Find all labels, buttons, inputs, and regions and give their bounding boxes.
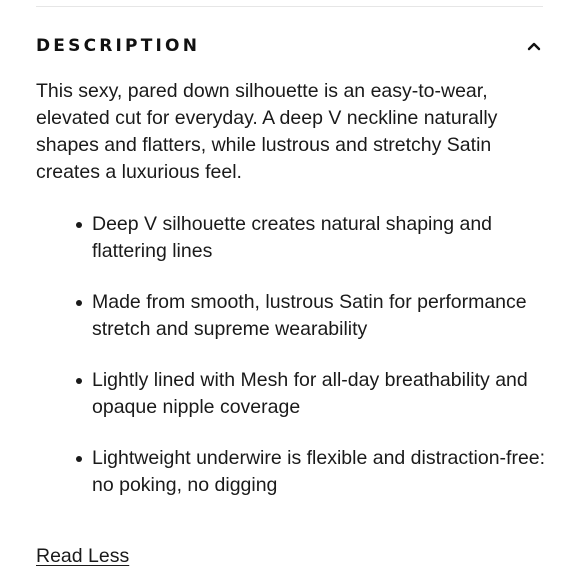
feature-list <box>36 211 549 523</box>
feature-text: Deep V silhouette creates natural shaping and flattering lines <box>92 213 493 262</box>
feature-text: Lightly lined with Mesh for all-day breathability and opaque nipple coverage <box>92 369 528 418</box>
list-item <box>36 289 549 343</box>
description-text: This sexy, pared down silhouette is an easy-to-wear, elevated cut for everyday. A deep V neckline naturally shapes and flatters, while lustrous and stretchy Satin creates a luxurious feel. <box>36 80 498 183</box>
read-less-link[interactable]: Read Less <box>36 545 130 567</box>
top-divider <box>36 6 543 7</box>
bullet-icon <box>76 222 82 228</box>
bullet-icon <box>76 300 82 306</box>
feature-text: Made from smooth, lustrous Satin for performance stretch and supreme wearability <box>92 291 527 340</box>
bullet-icon <box>76 378 82 384</box>
list-item <box>36 367 549 421</box>
section-title: DESCRIPTION <box>36 36 201 56</box>
description-accordion-header[interactable] <box>36 30 543 62</box>
list-item <box>36 211 549 265</box>
list-item <box>36 445 549 499</box>
feature-text: Lightweight underwire is flexible and distraction-free: no poking, no digging <box>92 447 546 496</box>
chevron-up-icon[interactable] <box>527 39 541 53</box>
bullet-icon <box>76 456 82 462</box>
